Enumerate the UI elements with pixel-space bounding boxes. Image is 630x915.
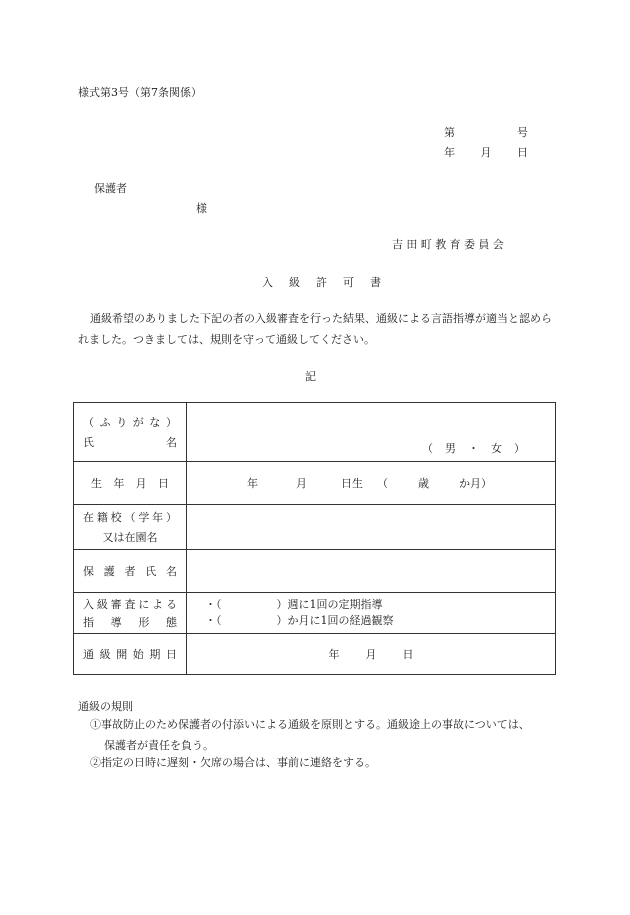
issuer: 吉田町教育委員会 [392,238,508,251]
start-day: 日 [402,648,414,661]
gender-paren-open: （ [422,442,433,455]
rules-title: 通級の規則 [78,700,133,713]
start-date-label-cell [74,634,187,675]
label-char: 学 [138,511,150,524]
label-char: 級 [96,598,108,611]
birth-date-field[interactable] [187,462,556,505]
table-row-school [74,505,556,550]
label-char: 籍 [96,511,108,524]
age-months: か月） [459,477,492,490]
label-char: 開 [116,648,128,661]
furigana-label [83,414,177,430]
guidance-option-monthly[interactable]: ・（ ）か月に1回の経過観察 [205,614,394,627]
title-char: 入 [262,276,273,289]
label-char: 護 [103,565,115,578]
label-char: 在 [83,511,94,524]
guidance-label-line1 [83,596,177,612]
label-char: 形 [138,616,150,629]
label-char: よ [152,598,164,611]
date-month: 月 [480,146,492,159]
label-char: 者 [124,565,136,578]
kindergarten-label: 又は在園名 [102,531,158,544]
guidance-field [187,593,556,634]
label-char: 名 [166,565,177,578]
start-date-label [83,646,177,662]
school-label-cell [74,505,187,550]
name-label [83,434,177,450]
date-day: 日 [517,146,528,159]
label-char: ） [165,511,177,524]
label-char: 態 [165,616,177,629]
recipient-honorific: 様 [196,202,207,215]
label-char: ） [165,416,177,429]
label-char: 審 [110,598,122,611]
guidance-label-line2 [83,614,177,630]
document-number-prefix: 第 [444,126,455,139]
gender-female[interactable]: 女 [491,442,502,455]
label-char: り [116,416,128,429]
recipient-label: 保護者 [94,182,127,195]
label-char: ふ [99,416,111,429]
table-row-name [74,403,556,462]
label-char: 氏 [83,436,94,449]
document-date [444,144,528,160]
guardian-name-field[interactable] [187,550,556,593]
application-table [73,402,556,675]
label-char: る [165,598,177,611]
label-char: （ [83,416,94,429]
label-char: 指 [83,616,94,629]
label-char: に [138,598,150,611]
rule-1-line1: ①事故防止のため保護者の付添いによる通級を原則とする。通級途上の事故については、 [90,718,530,731]
body-text: 通級希望のありました下記の者の入級審査を行った結果、通級による言語指導が適当と認められました。つきましては、規則を守って通級してください。 [78,312,552,346]
date-year: 年 [444,146,455,159]
document-number [444,124,528,140]
gender-paren-close: ） [514,442,525,455]
school-field[interactable] [187,505,556,550]
title-char: 級 [289,276,300,289]
title-char: 書 [370,276,381,289]
table-row-guardian [74,550,556,593]
start-month: 月 [365,648,377,661]
birth-year: 年 [247,477,258,490]
label-char: 名 [166,436,177,449]
school-label [83,509,177,525]
label-char: 始 [132,648,144,661]
label-char: 保 [83,565,94,578]
document-number-suffix: 号 [517,126,528,139]
document-title [262,274,381,290]
birth-label [91,475,169,491]
rule-2: ②指定の日時に遅刻・欠席の場合は、事前に連絡をする。 [90,756,376,769]
guardian-label-cell [74,550,187,593]
gender-separator: ・ [468,442,479,455]
label-char: 月 [135,477,147,490]
label-char: （ [124,511,136,524]
ki-marker: 記 [305,370,316,383]
rule-1-line2: 保護者が責任を負う。 [104,739,214,752]
gender-selector [422,440,525,456]
start-date-text [187,646,555,662]
label-char: な [149,416,161,429]
start-year: 年 [328,648,340,661]
label-char: が [132,416,144,429]
title-char: 可 [343,276,354,289]
label-char: 年 [152,511,164,524]
form-number: 様式第3号（第7条関係） [78,86,202,99]
label-char: 日 [157,477,169,490]
birth-label-cell [74,462,187,505]
label-char: 導 [110,616,122,629]
title-char: 許 [316,276,327,289]
birth-day: 日生 [341,477,363,490]
birth-month: 月 [296,477,307,490]
label-char: 氏 [145,565,157,578]
table-row-start-date [74,634,556,675]
label-char: 査 [124,598,136,611]
label-char: 生 [91,477,102,490]
label-char: 通 [83,648,94,661]
label-char: 年 [113,477,125,490]
label-char: 日 [165,648,177,661]
guardian-name-label [83,563,177,579]
gender-male[interactable]: 男 [445,442,456,455]
rule-1 [90,714,556,756]
label-char: 校 [110,511,122,524]
name-label-cell [74,403,187,462]
table-row-birth [74,462,556,505]
label-char: 期 [149,648,161,661]
label-char: 級 [99,648,111,661]
guidance-option-weekly[interactable]: ・（ ）週に1回の定期指導 [205,598,383,611]
label-char: 入 [83,598,94,611]
guidance-label-cell [74,593,187,634]
name-field[interactable] [187,403,556,462]
age-paren-open: （ [377,477,388,490]
start-date-field[interactable] [187,634,556,675]
table-row-guidance [74,593,556,634]
birth-date-text [187,475,555,491]
age-years: 歳 [418,477,429,490]
